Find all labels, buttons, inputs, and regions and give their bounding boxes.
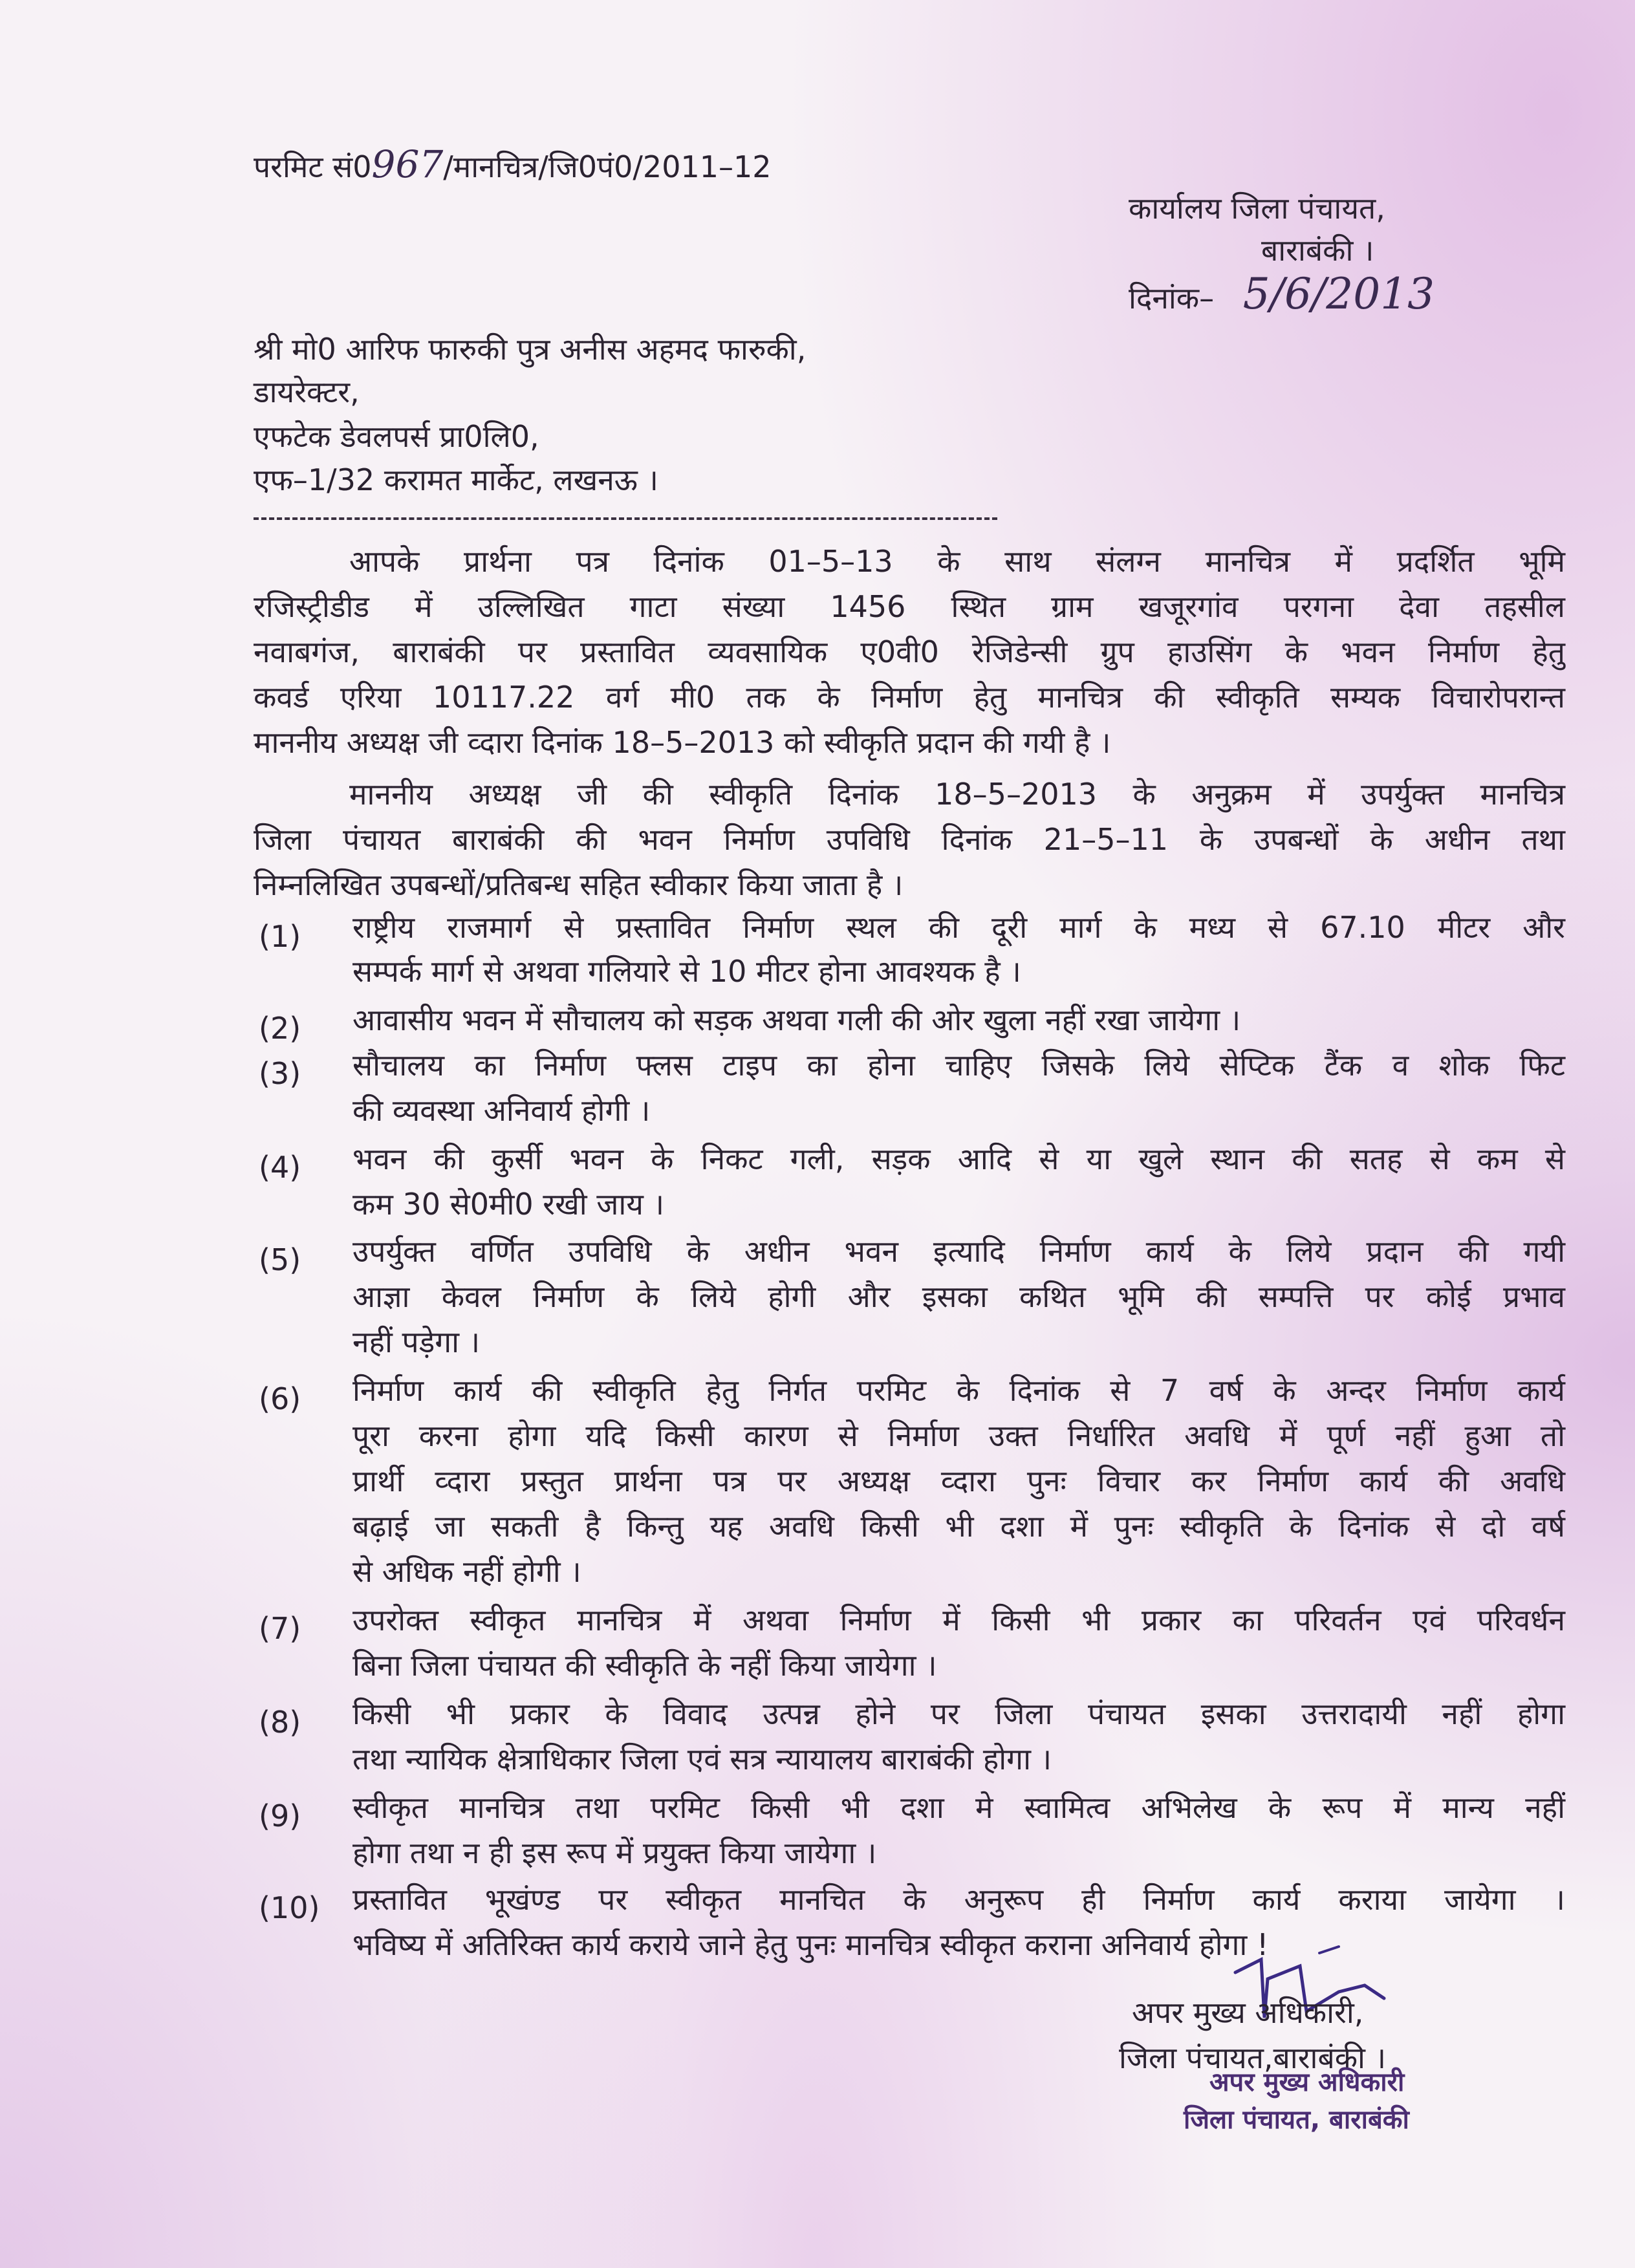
condition-text: तथा न्यायिक क्षेत्राधिकार जिला एवं सत्र न्यायालय बाराबंकी होगा । [352, 1742, 1052, 1777]
condition-text: पूरा करना होगा यदि किसी कारण से निर्माण उक्त निर्धारित अवधि में पूर्ण नहीं हुआ तो [352, 1418, 1565, 1453]
para2-line1: माननीय अध्यक्ष जी की स्वीकृति दिनांक 18–5–2013 के अनुक्रम में उपर्युक्त मानचित्र [349, 777, 1565, 812]
condition-text: राष्ट्रीय राजमार्ग से प्रस्तावित निर्माण स्थल की दूरी मार्ग के मध्य से 67.10 मीटर और [352, 910, 1565, 945]
condition-text: उपर्युक्त वर्णित उपविधि के अधीन भवन इत्यादि निर्माण कार्य के लिये प्रदान की गयी [352, 1234, 1565, 1269]
condition-number: (8) [259, 1705, 301, 1740]
condition-text: आवासीय भवन में सौचालय को सड़क अथवा गली की ओर खुला नहीं रखा जायेगा । [352, 1002, 1241, 1037]
condition-text: प्रार्थी व्दारा प्रस्तुत प्रार्थना पत्र पर अध्यक्ष व्दारा पुनः विचार कर निर्माण कार्य की अवधि [352, 1463, 1565, 1498]
date-value-handwritten: 5/6/2013 [1242, 269, 1435, 319]
condition-text: भविष्य में अतिरिक्त कार्य कराये जाने हेतु पुनः मानचित्र स्वीकृत कराना अनिवार्य होगा ! [352, 1927, 1269, 1962]
condition-number: (7) [259, 1611, 301, 1646]
condition-text: सौचालय का निर्माण फ्लस टाइप का होना चाहिए जिसके लिये सेप्टिक टैंक व शोक फिट [352, 1048, 1565, 1083]
para2-line2: जिला पंचायत बाराबंकी की भवन निर्माण उपविधि दिनांक 21–5–11 के उपबन्धों के अधीन तथा [254, 822, 1565, 857]
permit-suffix: /मानचित्र/जि0पं0/2011–12 [443, 149, 772, 184]
condition-text: आज्ञा केवल निर्माण के लिये होगी और इसका कथित भूमि की सम्पत्ति पर कोई प्रभाव [352, 1279, 1565, 1314]
condition-number: (5) [259, 1242, 301, 1277]
condition-text: बढ़ाई जा सकती है किन्तु यह अवधि किसी भी दशा में पुनः स्वीकृति के दिनांक से दो वर्ष [352, 1509, 1565, 1544]
office-stamp-line1: अपर मुख्य अधिकारी [1209, 2068, 1405, 2097]
condition-text: सम्पर्क मार्ग से अथवा गलियारे से 10 मीटर होना आवश्यक है । [352, 954, 1021, 989]
permit-number-handwritten: 967 [371, 142, 444, 186]
para1-line2: रजिस्ट्रीडीड में उल्लिखित गाटा संख्या 1456 स्थित ग्राम खजूरगांव परगना देवा तहसील [254, 589, 1565, 624]
condition-number: (9) [259, 1798, 301, 1833]
para1-line5: माननीय अध्यक्ष जी व्दारा दिनांक 18–5–2013 को स्वीकृति प्रदान की गयी है । [254, 725, 1111, 760]
condition-text: उपरोक्त स्वीकृत मानचित्र में अथवा निर्माण में किसी भी प्रकार का परिवर्तन एवं परिवर्धन [352, 1603, 1565, 1637]
condition-number: (4) [259, 1150, 301, 1185]
office-line2: बाराबंकी । [1261, 233, 1374, 268]
address-divider [254, 517, 997, 520]
signatory-designation: अपर मुख्य अधिकारी, [1132, 1995, 1364, 2030]
condition-text: स्वीकृत मानचित्र तथा परमिट किसी भी दशा मे स्वामित्व अभिलेख के रूप में मान्य नहीं [352, 1790, 1565, 1825]
office-stamp-line2: जिला पंचायत, बाराबंकी [1184, 2105, 1409, 2135]
para2-line3: निम्नलिखित उपबन्धों/प्रतिबन्ध सहित स्वीकार किया जाता है । [254, 867, 904, 902]
addressee-line4: एफ–1/32 करामत मार्केट, लखनऊ । [254, 462, 658, 497]
date-label: दिनांक– [1129, 281, 1215, 316]
condition-text: प्रस्तावित भूखंण्ड पर स्वीकृत मानचित के अनुरूप ही निर्माण कार्य कराया जायेगा । [352, 1882, 1565, 1917]
condition-text: किसी भी प्रकार के विवाद उत्पन्न होने पर जिला पंचायत इसका उत्तरादायी नहीं होगा [352, 1696, 1565, 1731]
condition-number: (2) [259, 1011, 301, 1046]
signatory-office: जिला पंचायत,बाराबंकी । [1119, 2040, 1387, 2075]
condition-text: निर्माण कार्य की स्वीकृति हेतु निर्गत परमिट के दिनांक से 7 वर्ष के अन्दर निर्माण कार्य [352, 1373, 1565, 1408]
para1-line3: नवाबगंज, बाराबंकी पर प्रस्तावित व्यवसायिक ए0वी0 रेजिडेन्सी ग्रुप हाउसिंग के भवन निर्माण हेतु [254, 634, 1565, 669]
permit-number-line [254, 142, 772, 186]
condition-text: से अधिक नहीं होगी । [352, 1554, 581, 1589]
condition-text: भवन की कुर्सी भवन के निकट गली, सड़क आदि से या खुले स्थान की सतह से कम से [352, 1141, 1565, 1176]
condition-number: (10) [259, 1890, 320, 1925]
condition-text: कम 30 से0मी0 रखी जाय । [352, 1187, 665, 1222]
addressee-line1: श्री मो0 आरिफ फारुकी पुत्र अनीस अहमद फारुकी, [254, 332, 807, 367]
addressee-line3: एफटेक डेवलपर्स प्रा0लि0, [254, 419, 539, 454]
addressee-line2: डायरेक्टर, [254, 374, 360, 409]
condition-text: नहीं पड़ेगा । [352, 1324, 481, 1359]
date-line [1129, 269, 1435, 319]
condition-text: की व्यवस्था अनिवार्य होगी । [352, 1093, 651, 1128]
condition-text: होगा तथा न ही इस रूप में प्रयुक्त किया जायेगा । [352, 1835, 877, 1870]
office-line1: कार्यालय जिला पंचायत, [1129, 191, 1385, 226]
condition-text: बिना जिला पंचायत की स्वीकृति के नहीं किया जायेगा । [352, 1648, 937, 1683]
condition-number: (6) [259, 1381, 301, 1416]
permit-prefix: परमिट सं0 [254, 149, 372, 184]
condition-number: (1) [259, 919, 301, 954]
para1-line1: आपके प्रार्थना पत्र दिनांक 01–5–13 के साथ संलग्न मानचित्र में प्रदर्शित भूमि [349, 544, 1565, 579]
para1-line4: कवर्ड एरिया 10117.22 वर्ग मी0 तक के निर्माण हेतु मानचित्र की स्वीकृति सम्यक विचारोपरान्त [254, 680, 1565, 715]
condition-number: (3) [259, 1056, 301, 1091]
